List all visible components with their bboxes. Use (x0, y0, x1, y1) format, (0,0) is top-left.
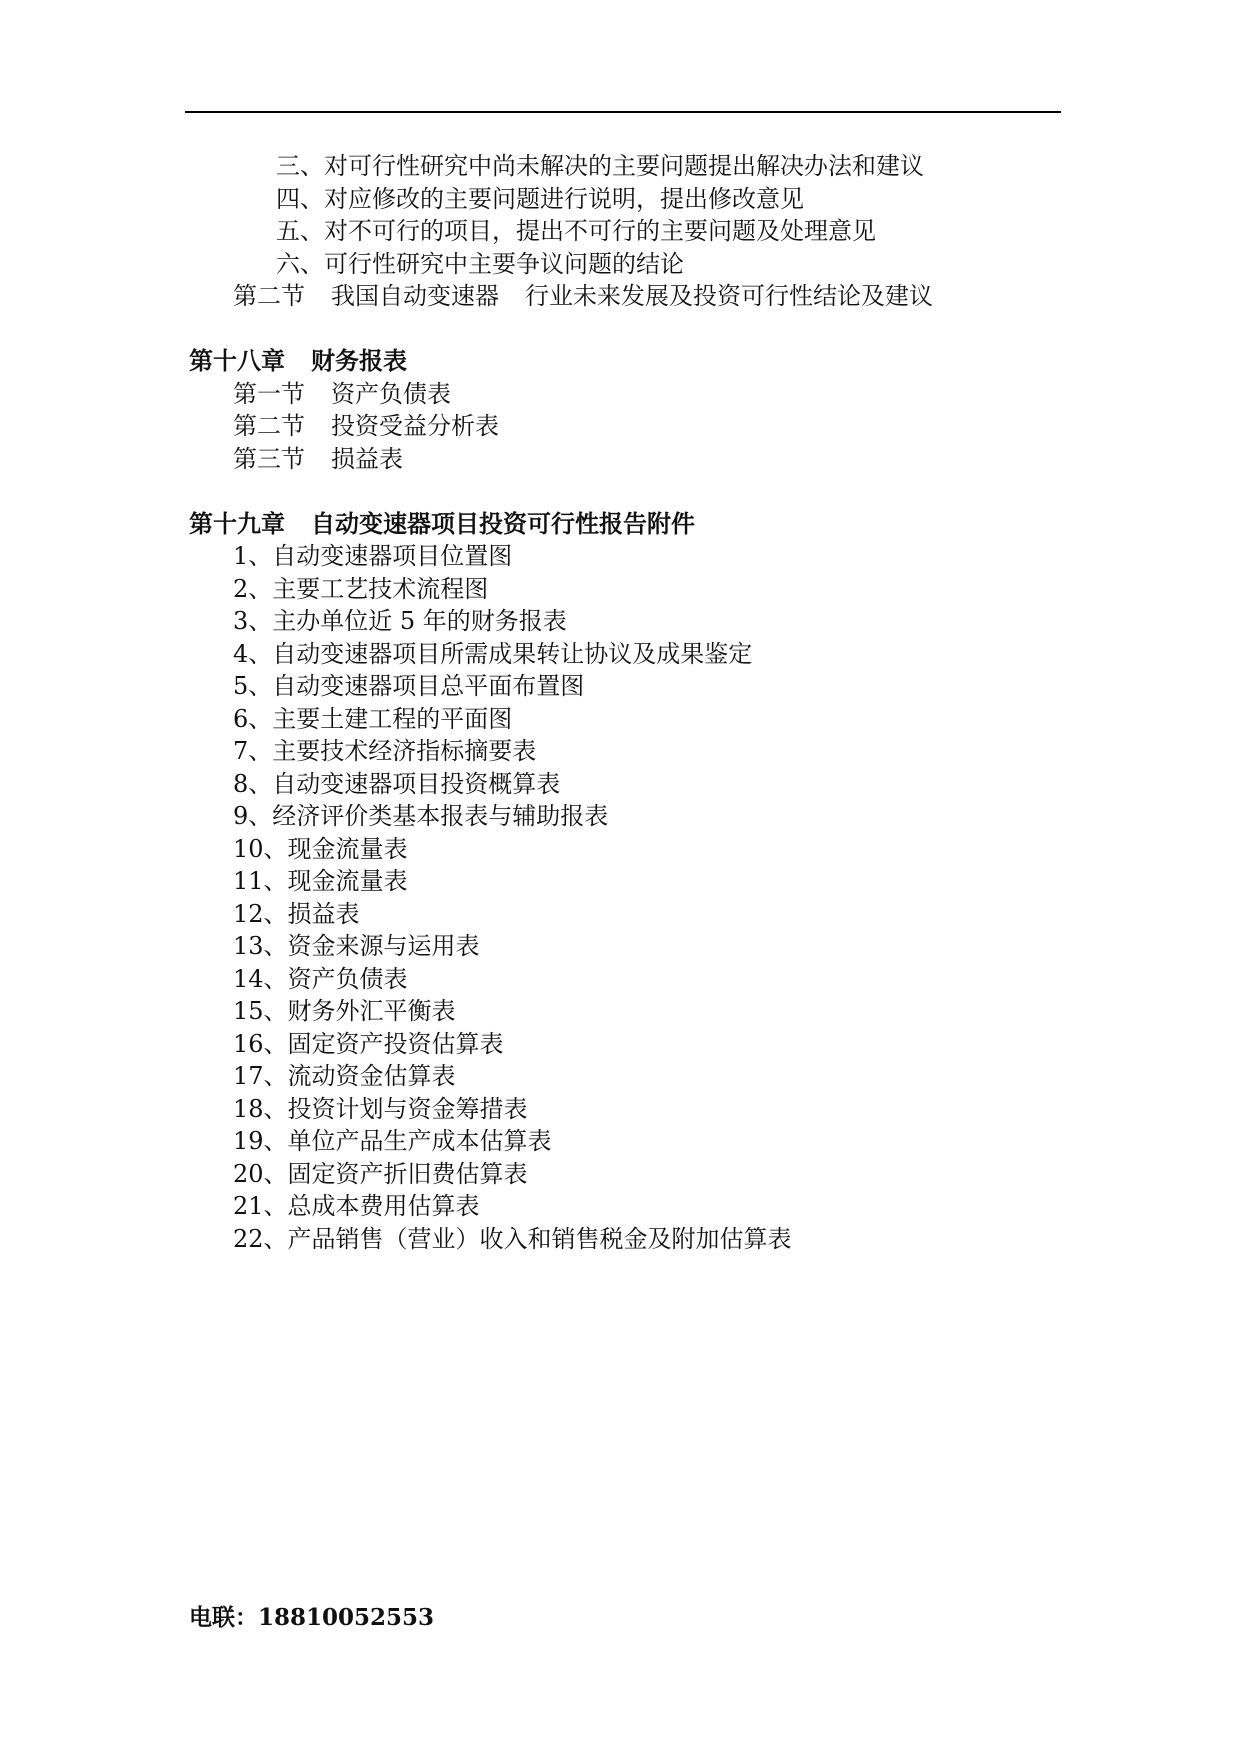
section-title: 损益表 (331, 445, 403, 473)
list-item: 11、现金流量表 (233, 867, 408, 895)
list-item: 15、财务外汇平衡表 (233, 997, 456, 1025)
list-item: 8、自动变速器项目投资概算表 (233, 770, 561, 798)
list-item: 7、主要技术经济指标摘要表 (233, 737, 537, 765)
list-item: 20、固定资产折旧费估算表 (233, 1160, 528, 1188)
list-item: 18、投资计划与资金筹措表 (233, 1095, 528, 1123)
section-label: 第一节 (233, 380, 305, 408)
sub-item-5: 五、对不可行的项目，提出不可行的主要问题及处理意见 (276, 217, 876, 245)
chapter-title: 自动变速器项目投资可行性报告附件 (311, 509, 695, 538)
list-item: 19、单位产品生产成本估算表 (233, 1127, 552, 1155)
header-rule (185, 111, 1061, 113)
list-item: 14、资产负债表 (233, 965, 408, 993)
list-item: 3、主办单位近 5 年的财务报表 (233, 607, 567, 635)
list-item: 4、自动变速器项目所需成果转让协议及成果鉴定 (233, 640, 753, 668)
section-label: 第三节 (233, 445, 305, 473)
footer-contact: 电联：18810052553 (189, 1604, 435, 1631)
sub-item-6: 六、可行性研究中主要争议问题的结论 (276, 250, 684, 278)
section-title: 投资受益分析表 (331, 412, 499, 440)
chapter-label: 第十八章 (189, 346, 285, 375)
sub-item-3: 三、对可行性研究中尚未解决的主要问题提出解决办法和建议 (276, 152, 924, 180)
list-item: 13、资金来源与运用表 (233, 932, 480, 960)
chapter-label: 第十九章 (189, 509, 285, 538)
list-item: 9、经济评价类基本报表与辅助报表 (233, 802, 609, 830)
ch18-section-2 (233, 411, 499, 441)
chapter-title: 财务报表 (311, 346, 407, 375)
ch18-section-3 (233, 444, 403, 474)
list-item: 1、自动变速器项目位置图 (233, 542, 513, 570)
section-label: 第二节 (233, 282, 305, 310)
list-item: 5、自动变速器项目总平面布置图 (233, 672, 585, 700)
ch18-section-1 (233, 379, 451, 409)
chapter-19-heading (189, 509, 695, 539)
section-title-b: 行业未来发展及投资可行性结论及建议 (525, 282, 933, 310)
list-item: 6、主要土建工程的平面图 (233, 705, 513, 733)
list-item: 22、产品销售（营业）收入和销售税金及附加估算表 (233, 1225, 792, 1253)
list-item: 2、主要工艺技术流程图 (233, 575, 489, 603)
list-item: 10、现金流量表 (233, 835, 408, 863)
list-item: 12、损益表 (233, 900, 360, 928)
sub-item-4: 四、对应修改的主要问题进行说明，提出修改意见 (276, 185, 804, 213)
section-title: 资产负债表 (331, 380, 451, 408)
list-item: 16、固定资产投资估算表 (233, 1030, 504, 1058)
section-label: 第二节 (233, 412, 305, 440)
chapter-18-heading (189, 346, 407, 376)
section-title-a: 我国自动变速器 (331, 282, 499, 310)
list-item: 17、流动资金估算表 (233, 1062, 456, 1090)
section-ch17-2 (233, 281, 933, 311)
list-item: 21、总成本费用估算表 (233, 1192, 480, 1220)
